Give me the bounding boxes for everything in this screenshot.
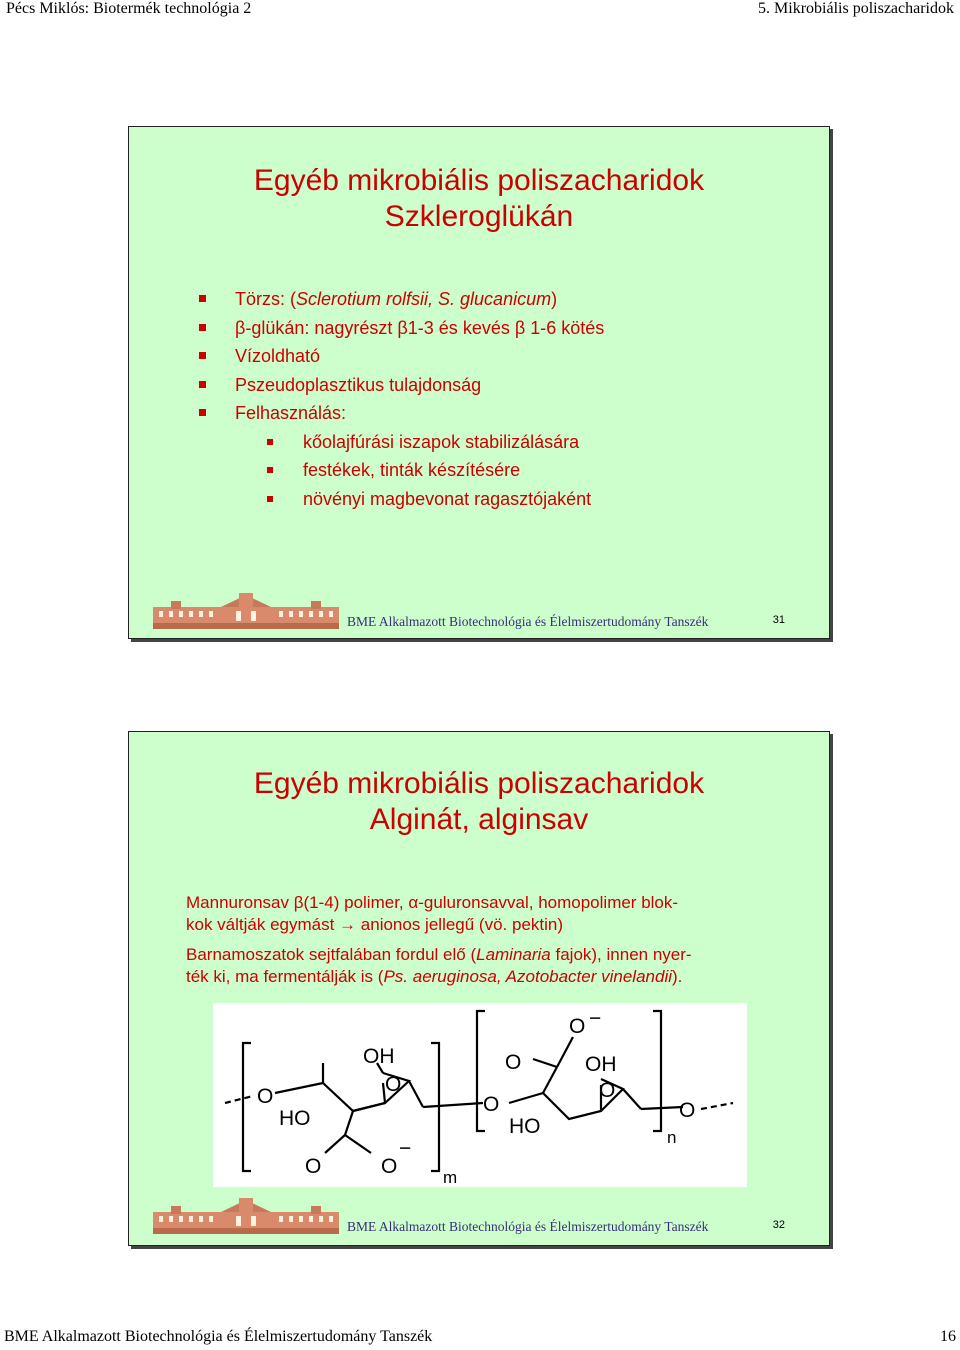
bullet-item: Pszeudoplasztikus tulajdonság xyxy=(199,371,604,400)
label-o: O xyxy=(569,1015,586,1038)
label-o: O xyxy=(385,1073,402,1096)
label-minus: − xyxy=(589,1007,602,1030)
sub-bullet-item: festékek, tinták készítésére xyxy=(267,456,604,485)
paragraph-line: Mannuronsav β(1-4) polimer, α-guluronsavval, homopolimer blok- xyxy=(186,893,679,912)
alginate-structure-diagram xyxy=(213,1003,747,1187)
label-oh: OH xyxy=(585,1053,617,1076)
label-o: O xyxy=(381,1155,398,1178)
slide-title xyxy=(129,766,829,838)
slide-number: 31 xyxy=(772,614,785,626)
slide-footer-band xyxy=(151,593,711,633)
slide-footer-band xyxy=(151,1198,711,1238)
bullet-list xyxy=(199,285,604,513)
department-name: BME Alkalmazott Biotechnológia és Élelmiszertudomány Tanszék xyxy=(347,614,709,629)
label-ho: HO xyxy=(279,1107,311,1130)
sub-bullet-item: növényi magbevonat ragasztójaként xyxy=(267,485,604,514)
label-o: O xyxy=(505,1051,522,1074)
building-illustration-icon xyxy=(151,593,341,633)
species-names: Sclerotium rolfsii, S. glucanicum xyxy=(296,289,552,309)
header-right-text: 5. Mikrobiális poliszacharidok xyxy=(758,0,954,17)
sub-bullet-item: kőolajfúrási iszapok stabilizálására xyxy=(267,428,604,457)
label-m: m xyxy=(443,1168,458,1187)
label-o: O xyxy=(599,1079,616,1102)
header-left-text: Pécs Miklós: Biotermék technológia 2 xyxy=(6,0,252,17)
label-o: O xyxy=(679,1099,696,1122)
paragraph-text: ték ki, ma fermentálják is ( xyxy=(186,967,384,986)
page-footer xyxy=(0,1328,960,1350)
title-line-1: Egyéb mikrobiális poliszacharidok xyxy=(253,164,705,197)
bullet-text: ) xyxy=(551,289,558,309)
structure-svg xyxy=(213,1003,747,1187)
label-n: n xyxy=(667,1128,677,1147)
page-number: 16 xyxy=(940,1328,956,1345)
paragraph-line: kok váltják egymást → anionos jellegű (vö. pektin) xyxy=(186,915,564,934)
slide-32 xyxy=(128,731,830,1246)
footer-left-text: BME Alkalmazott Biotechnológia és Élelmiszertudomány Tanszék xyxy=(4,1328,433,1345)
species-names: Ps. aeruginosa, Azotobacter vinelandii xyxy=(383,967,672,986)
title-line-2: Alginát, alginsav xyxy=(369,803,589,836)
label-minus: − xyxy=(399,1137,412,1160)
slide-31 xyxy=(128,126,830,639)
bullet-item: β-glükán: nagyrészt β1-3 és kevés β 1-6 kötés xyxy=(199,314,604,343)
paragraph-mannuronic xyxy=(186,892,781,936)
slide-title xyxy=(129,163,829,235)
paragraph-text: ). xyxy=(672,967,683,986)
paragraph-text: fajok), innen nyer- xyxy=(550,945,692,964)
label-ho: HO xyxy=(509,1115,541,1138)
bullet-item: Felhasználás: xyxy=(199,399,604,428)
label-o: O xyxy=(305,1155,322,1178)
page-header xyxy=(0,0,960,20)
title-line-1: Egyéb mikrobiális poliszacharidok xyxy=(253,767,705,800)
paragraph-text: Barnamoszatok sejtfalában fordul elő ( xyxy=(186,945,477,964)
bullet-item xyxy=(199,285,604,314)
title-line-2: Szkleroglükán xyxy=(384,200,574,233)
slide-number: 32 xyxy=(772,1219,785,1231)
label-o: O xyxy=(257,1085,274,1108)
paragraph-source xyxy=(186,944,781,988)
genus-name: Laminaria xyxy=(476,945,551,964)
label-oh: OH xyxy=(363,1045,395,1068)
label-o: O xyxy=(483,1093,500,1116)
bullet-item: Vízoldható xyxy=(199,342,604,371)
bullet-text: Törzs: ( xyxy=(235,289,296,309)
department-name: BME Alkalmazott Biotechnológia és Élelmiszertudomány Tanszék xyxy=(347,1219,709,1234)
building-illustration-icon xyxy=(151,1198,341,1238)
